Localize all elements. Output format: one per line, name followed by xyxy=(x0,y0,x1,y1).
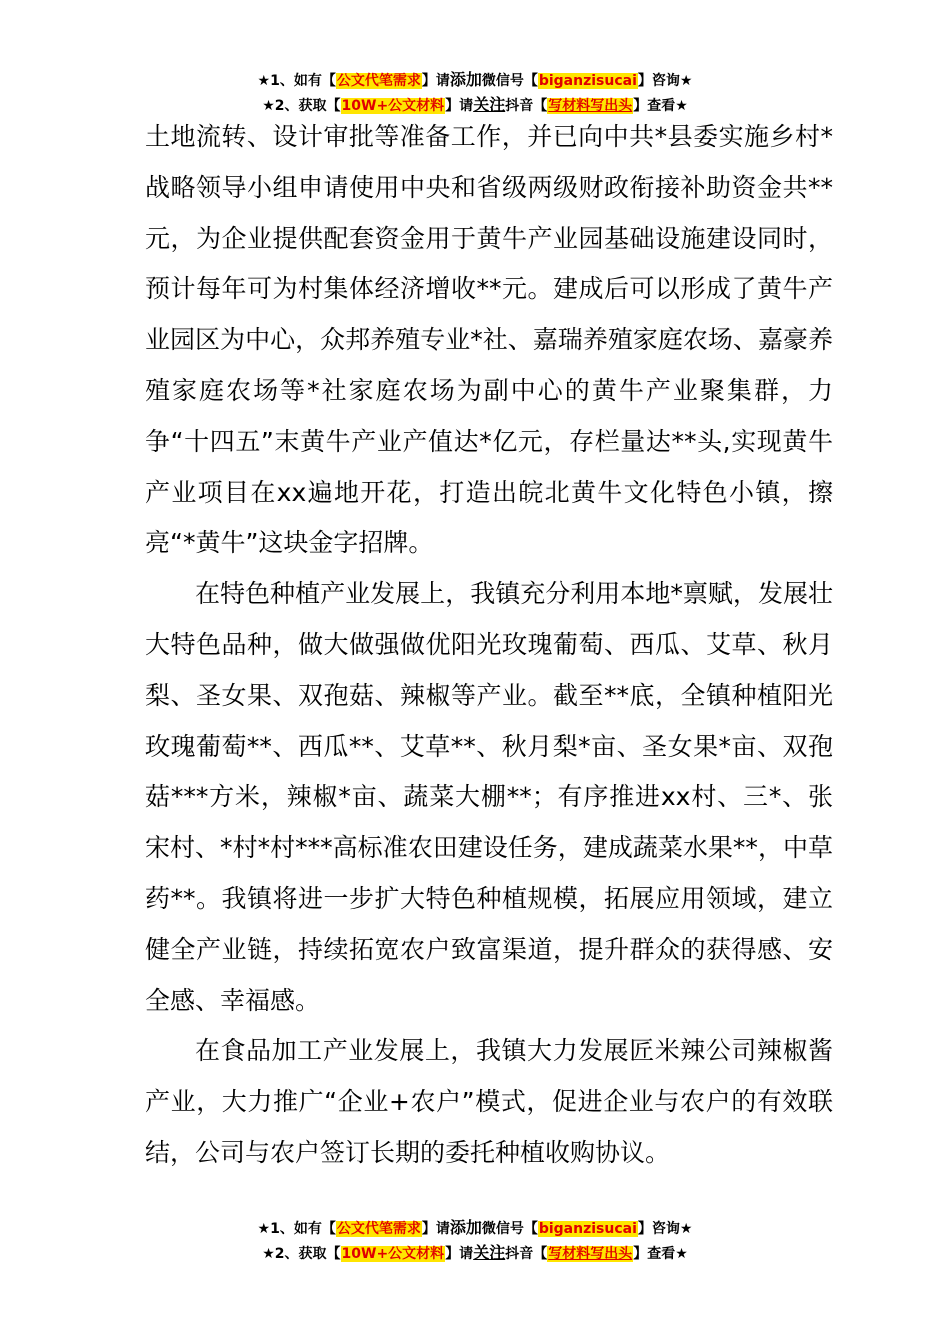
banner-text: ★2、获取【 xyxy=(262,98,341,114)
banner-text: 抖音【 xyxy=(505,1246,548,1262)
banner-text: 】查看★ xyxy=(633,1246,688,1262)
banner-text: 添加 xyxy=(449,1218,482,1237)
banner-text: ★2、获取【 xyxy=(262,1246,341,1262)
banner-text: 】查看★ xyxy=(633,98,688,114)
banner-highlight: 10W+公文材料 xyxy=(341,98,445,114)
paragraph-2: 在特色种植产业发展上，我镇充分利用本地*禀赋，发展壮大特色品种，做大做强做优阳光玫瑰葡萄、西瓜、艾草、秋月梨、圣女果、双孢菇、辣椒等产业。截至**底，全镇种植阳光玫瑰葡萄**、西瓜**、艾草**、秋月梨*亩、圣女果*亩、双孢菇***方米，辣椒*亩、蔬菜大棚**；有序推进xx村、三*、张宋村、*村*村***高标准农田建设任务，建成蔬菜水果**，中草药**。我镇将进一步扩大特色种植规模，拓展应用领域，建立健全产业链，持续拓宽农户致富渠道，提升群众的获得感、安全感、幸福感。 xyxy=(145,579,833,1015)
paragraph-1: 土地流转、设计审批等准备工作，并已向中共*县委实施乡村*战略领导小组申请使用中央和省级两级财政衔接补助资金共**元，为企业提供配套资金用于黄牛产业园基础设施建设同时，预计每年可为村集体经济增收**元。建成后可以形成了黄牛产业园区为中心，众邦养殖专业*社、嘉瑞养殖家庭农场、嘉豪养殖家庭农场等*社家庭农场为副中心的黄牛产业聚集群，力争“十四五”末黄牛产业产值达*亿元，存栏量达**头,实现黄牛产业项目在xx遍地开花，打造出皖北黄牛文化特色小镇，擦亮“*黄牛”这块金字招牌。 xyxy=(145,122,833,558)
banner-text: 】请 xyxy=(421,73,450,89)
banner-text: 微信号【 xyxy=(481,1221,538,1237)
banner-line-2 xyxy=(0,1241,950,1266)
banner-text: 关注 xyxy=(473,1243,506,1262)
banner-text: 关注 xyxy=(473,95,506,114)
banner-line-1 xyxy=(0,68,950,93)
banner-text: ★1、如有【 xyxy=(257,73,336,89)
banner-highlight: 10W+公文材料 xyxy=(341,1246,445,1262)
banner-text: 】咨询★ xyxy=(637,1221,693,1237)
header-banner xyxy=(0,68,950,118)
banner-highlight: biganzisucai xyxy=(538,73,637,89)
document-body xyxy=(145,112,833,1179)
banner-highlight: biganzisucai xyxy=(538,1221,637,1237)
footer-banner xyxy=(0,1216,950,1266)
banner-highlight: 公文代笔需求 xyxy=(336,1221,421,1237)
paragraph-3: 在食品加工产业发展上，我镇大力发展匠米辣公司辣椒酱产业，大力推广“企业+农户”模式，促进企业与农户的有效联结，公司与农户签订长期的委托种植收购协议。 xyxy=(145,1036,833,1167)
banner-text: 微信号【 xyxy=(481,73,538,89)
banner-highlight: 写材料写出头 xyxy=(548,98,633,114)
banner-line-1 xyxy=(0,1216,950,1241)
banner-text: ★1、如有【 xyxy=(257,1221,336,1237)
banner-text: 添加 xyxy=(449,70,482,89)
banner-highlight: 写材料写出头 xyxy=(548,1246,633,1262)
banner-text: 】请 xyxy=(445,98,474,114)
banner-highlight: 公文代笔需求 xyxy=(336,73,421,89)
banner-text: 】请 xyxy=(445,1246,474,1262)
banner-text: 】咨询★ xyxy=(637,73,693,89)
banner-text: 】请 xyxy=(421,1221,450,1237)
banner-text: 抖音【 xyxy=(505,98,548,114)
